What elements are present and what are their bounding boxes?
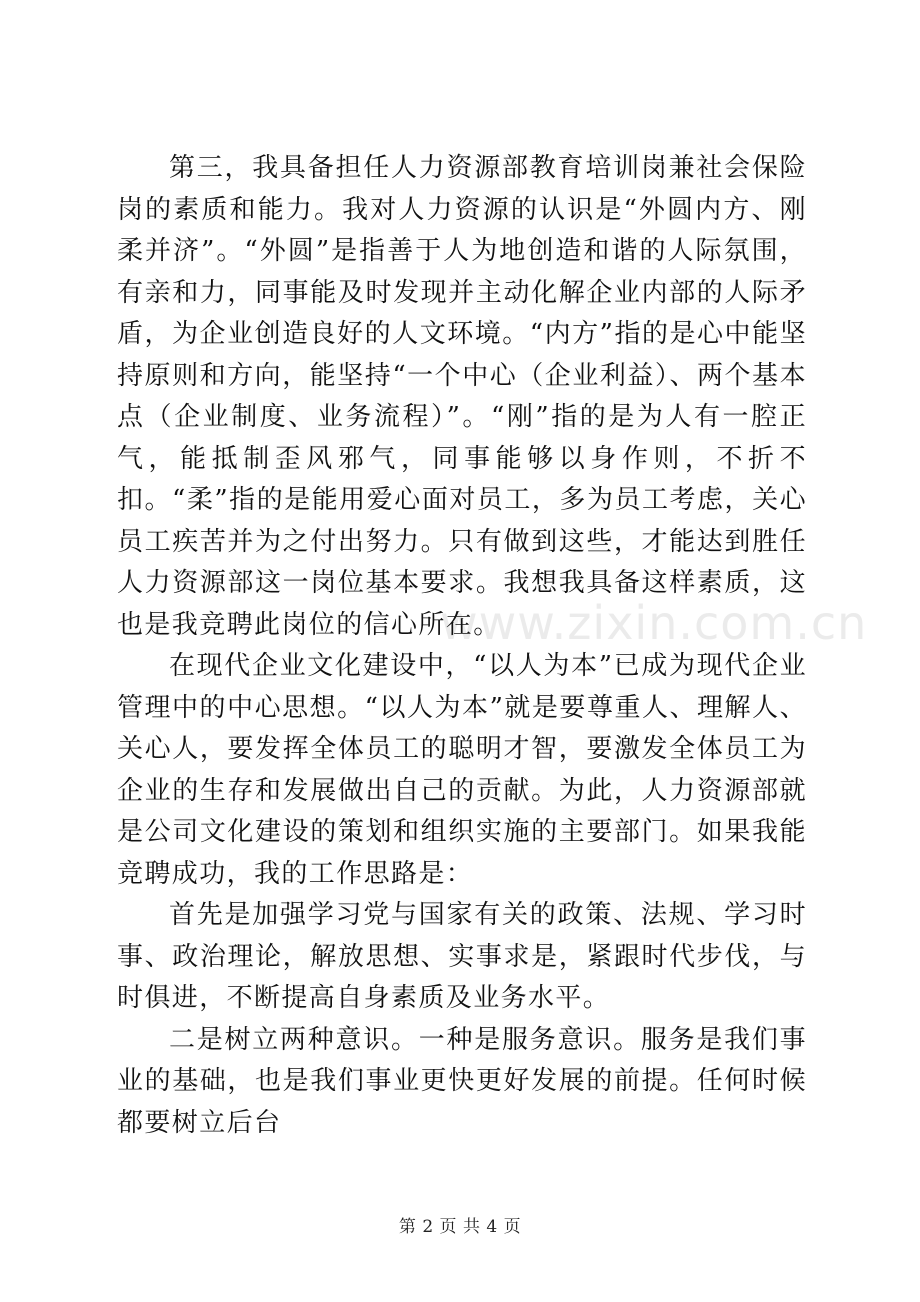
watermark: www.zixin.com.cn	[440, 596, 868, 650]
paragraph-qualifications: 第三，我具备担任人力资源部教育培训岗兼社会保险岗的素质和能力。我对人力资源的认识是“外圆内方、刚柔并济”。“外圆”是指善于人为地创造和谐的人际氛围，有亲和力，同事能及时发现并主动化解企业内部的人际矛盾，为企业创造良好的人文环境。“内方”指的是心中能坚持原则和方向，能坚持“一个中心（企业利益）、两个基本点（企业制度、业务流程）”。“刚”指的是为人有一腔正气，能抵制歪风邪气，同事能够以身作则，不折不扣。“柔”指的是能用爱心面对员工，多为员工考虑，关心员工疾苦并为之付出努力。只有做到这些，才能达到胜任人力资源部这一岗位基本要求。我想我具备这样素质，这也是我竞聘此岗位的信心所在。	[117, 153, 807, 640]
paragraph-study-plan: 首先是加强学习党与国家有关的政策、法规、学习时事、政治理论，解放思想、实事求是，紧跟时代步伐，与时俱进，不断提高自身素质及业务水平。	[117, 900, 807, 1013]
document-body	[117, 148, 807, 1144]
page-footer: 第 2 页 共 4 页	[398, 1217, 522, 1237]
paragraph-service-awareness: 二是树立两种意识。一种是服务意识。服务是我们事业的基础，也是我们事业更快更好发展的前提。任何时候都要树立后台	[117, 1024, 807, 1138]
paragraph-people-oriented: 在现代企业文化建设中，“以人为本”已成为现代企业管理中的中心思想。“以人为本”就是要尊重人、理解人、关心人，要发挥全体员工的聪明才智，要激发全体员工为企业的生存和发展做出自己的贡献。为此，人力资源部就是公司文化建设的策划和组织实施的主要部门。如果我能竞聘成功，我的工作思路是：	[117, 651, 807, 889]
